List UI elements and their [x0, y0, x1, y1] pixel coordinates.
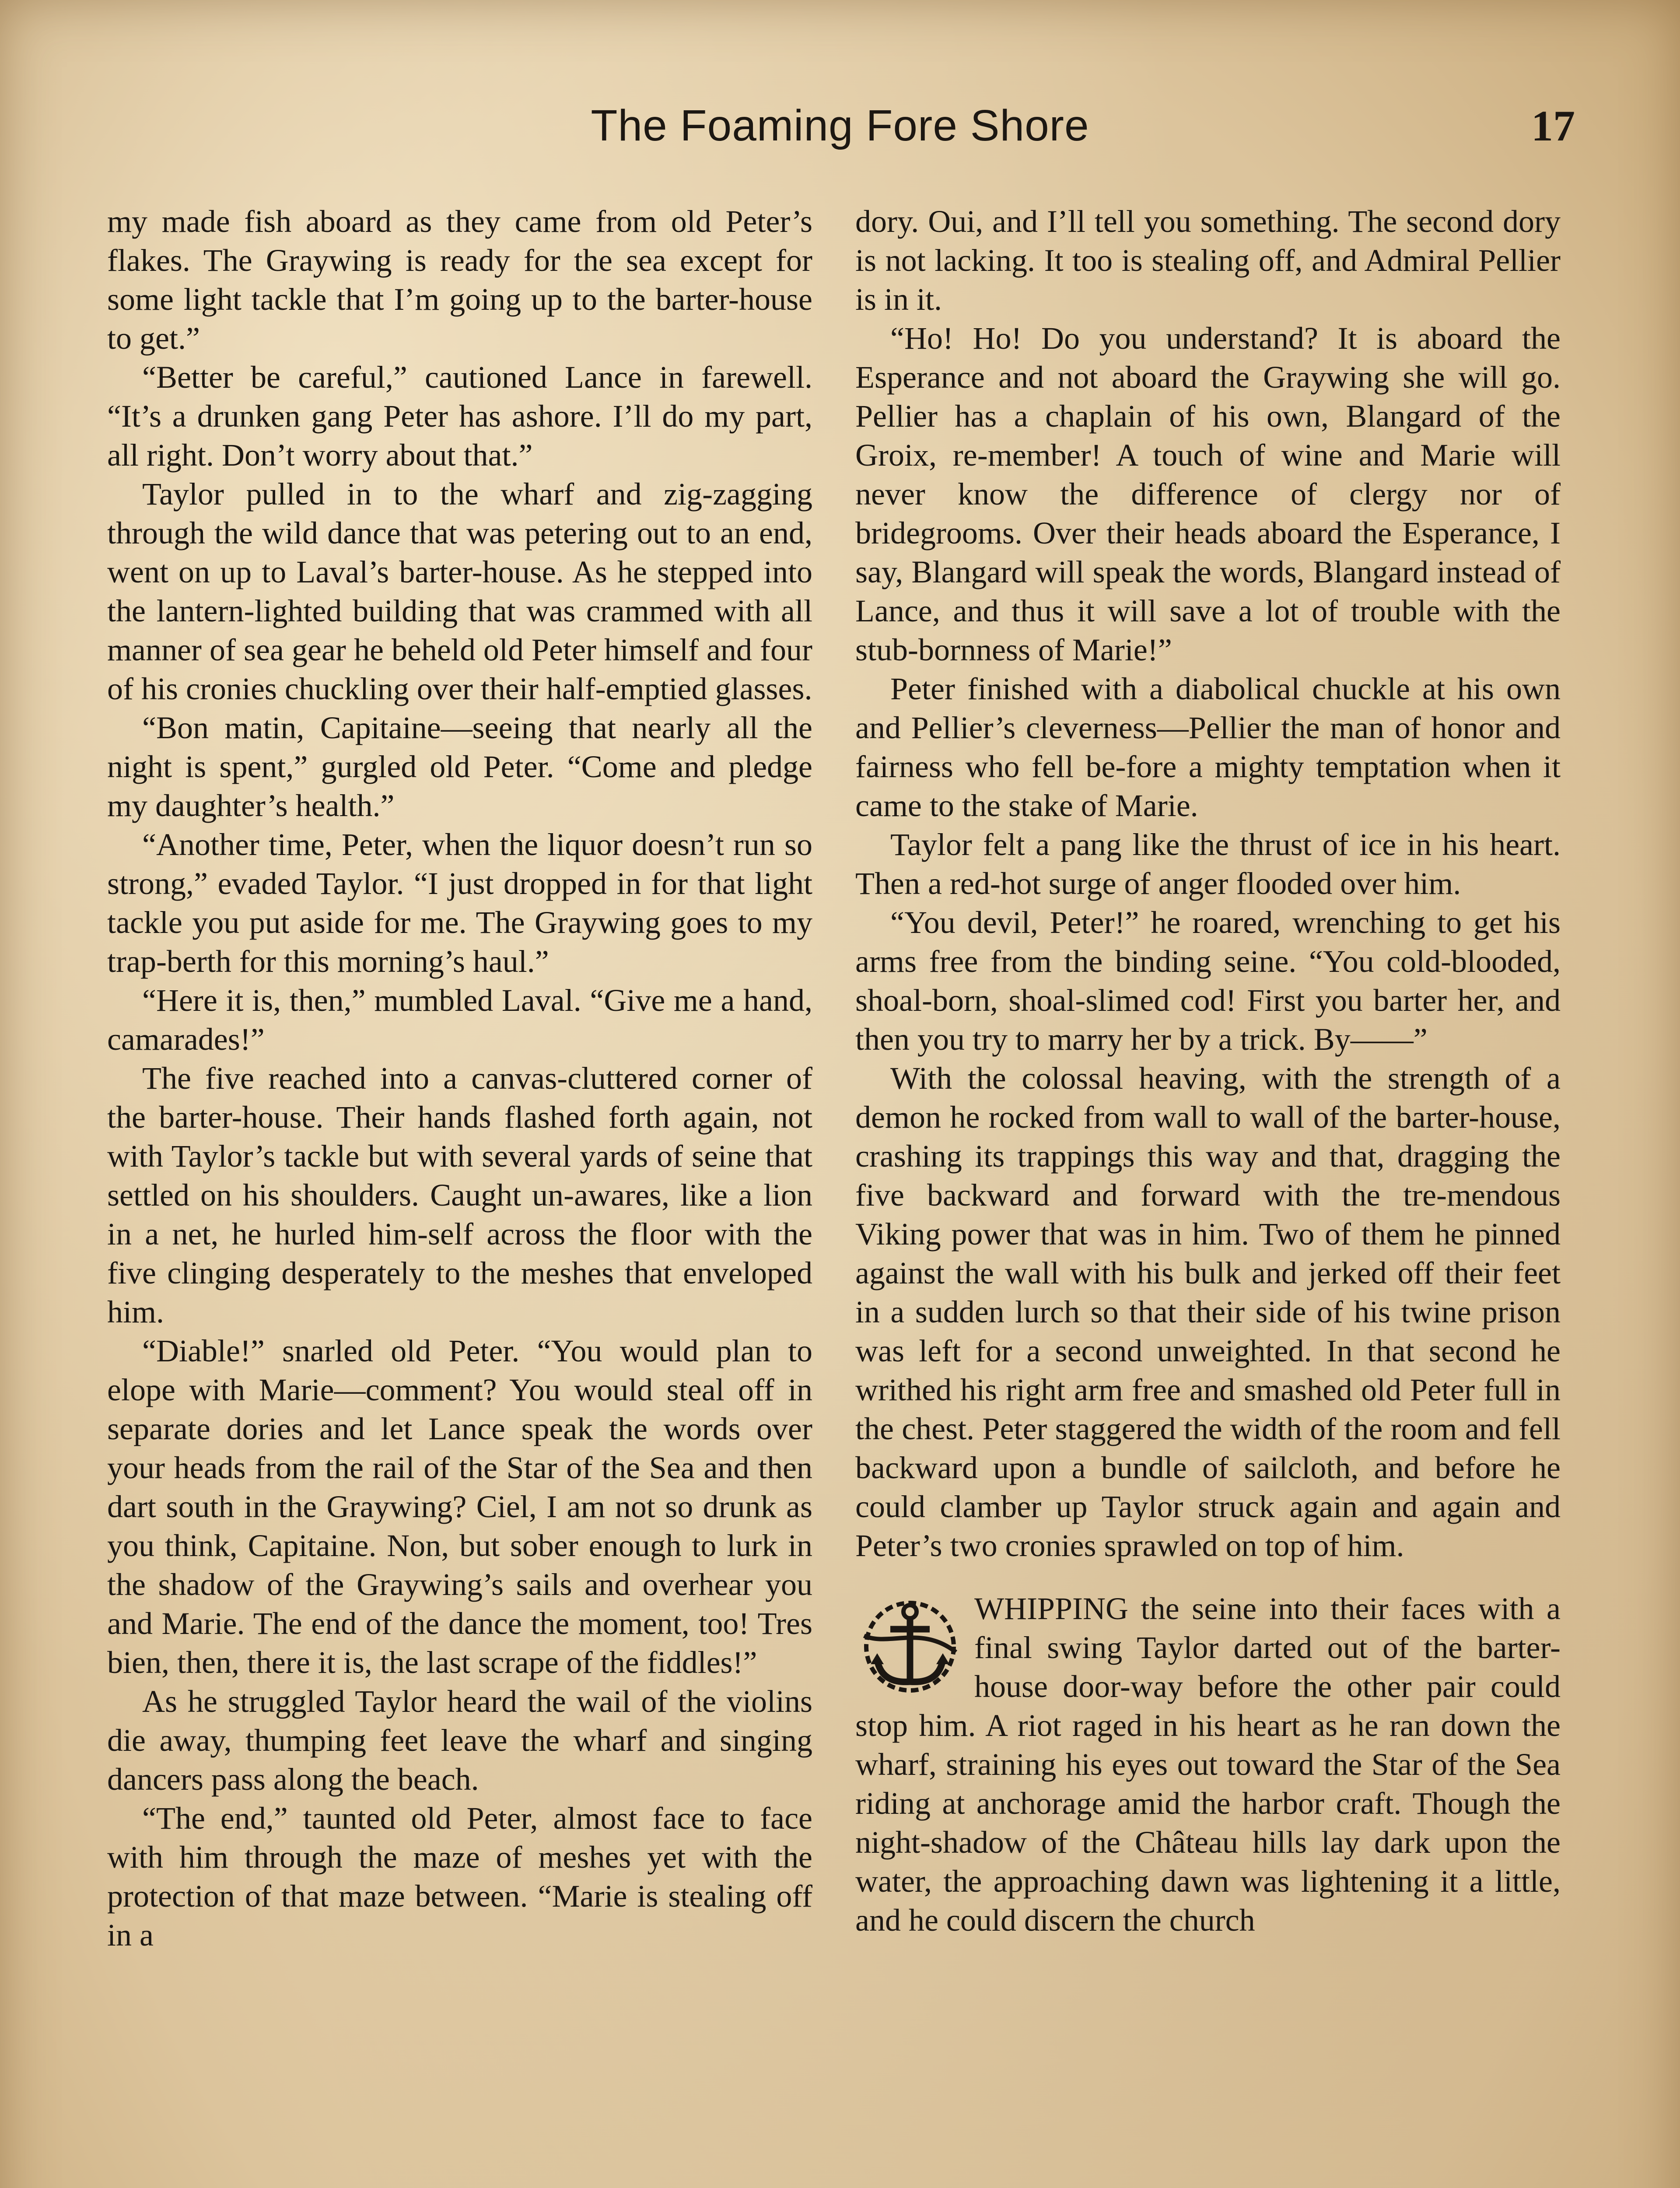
- paragraph: Taylor pulled in to the wharf and zig-zagging through the wild dance that was petering out to an end, went on up to Laval’s barter-house. As he stepped into the lantern-lighted building that was crammed with all manner of sea gear he beheld old Peter himself and four of his cronies chuckling over their half-emptied glasses.: [107, 477, 812, 706]
- paragraph: my made fish aboard as they came from old Peter’s flakes. The Graywing is ready for the sea except for some light tackle that I’m going up to the barter-house to get.”: [107, 204, 812, 356]
- paragraph: “Bon matin, Capitaine—seeing that nearly all the night is spent,” gurgled old Peter. “Come and pledge my daughter’s health.”: [107, 710, 812, 823]
- paragraph: Taylor felt a pang like the thrust of ice in his heart. Then a red-hot surge of anger flooded over him.: [855, 827, 1561, 901]
- anchor-icon: [855, 1592, 965, 1701]
- left-column: [107, 202, 812, 1955]
- paragraph: As he struggled Taylor heard the wail of the violins die away, thumping feet leave the wharf and singing dancers pass along the beach.: [107, 1684, 812, 1797]
- paragraph: “Here it is, then,” mumbled Laval. “Give me a hand, camarades!”: [107, 983, 812, 1057]
- paragraph: With the colossal heaving, with the strength of a demon he rocked from wall to wall of the barter-house, crashing its trappings this way and that, dragging the five backward and forward with the tre-mendous Viking power that was in him. Two of them he pinned against the wall with his bulk and jerked off their feet in a sudden lurch so that their side of his twine prison was left for a second unweighted. In that second he writhed his right arm free and smashed old Peter full in the chest. Peter staggered the width of the room and fell backward upon a bundle of sailcloth, and before he could clamber up Taylor struck again and again and Peter’s two cronies sprawled on top of him.: [855, 1061, 1561, 1563]
- section-paragraph: WHIPPING the seine into their faces with a final swing Taylor darted out of the barter-house door-way before the other pair could stop him. A riot raged in his heart as he ran down the wharf, straining his eyes out toward the Star of the Sea riding at anchorage amid the harbor craft. Though the night-shadow of the Château hills lay dark upon the water, the approaching dawn was lightening it a little, and he could discern the church: [855, 1591, 1561, 1938]
- paragraph: “Another time, Peter, when the liquor doesn’t run so strong,” evaded Taylor. “I just dropped in for that light tackle you put aside for me. The Graywing goes to my trap-berth for this morning’s haul.”: [107, 827, 812, 979]
- paragraph: “You devil, Peter!” he roared, wrenching to get his arms free from the binding seine. “You cold-blooded, shoal-born, shoal-slimed cod! First you barter her, and then you try to marry her by a trick. By——”: [855, 905, 1561, 1057]
- paragraph: “Better be careful,” cautioned Lance in farewell. “It’s a drunken gang Peter has ashore. I’ll do my part, all right. Don’t worry about that.”: [107, 360, 812, 473]
- page-number: 17: [1531, 102, 1575, 150]
- paragraph: dory. Oui, and I’ll tell you something. The second dory is not lacking. It too is stealing off, and Admiral Pellier is in it.: [855, 204, 1561, 317]
- paragraph: “Ho! Ho! Do you understand? It is aboard the Esperance and not aboard the Graywing she will go. Pellier has a chaplain of his own, Blangard of the Groix, re-member! A touch of wine and Marie will never know the difference of clergy nor of bridegrooms. Over their heads aboard the Esperance, I say, Blangard will speak the words, Blangard instead of Lance, and thus it will save a lot of trouble with the stub-bornness of Marie!”: [855, 321, 1561, 667]
- page-header: [105, 101, 1575, 162]
- paragraph: Peter finished with a diabolical chuckle at his own and Pellier’s cleverness—Pellier the man of honor and fairness who fell be-fore a mighty temptation when it came to the stake of Marie.: [855, 671, 1561, 823]
- paragraph: “Diable!” snarled old Peter. “You would plan to elope with Marie—comment? You would steal off in separate dories and let Lance speak the words over your heads from the rail of the Star of the Sea and then dart south in the Graywing? Ciel, I am not so drunk as you think, Capitaine. Non, but sober enough to lurk in the shadow of the Graywing’s sails and overhear you and Marie. The end of the dance the moment, too! Tres bien, then, there it is, the last scrape of the fiddles!”: [107, 1333, 812, 1680]
- right-column: [855, 202, 1561, 1940]
- paragraph: “The end,” taunted old Peter, almost face to face with him through the maze of meshes yet with the protection of that maze between. “Marie is stealing off in a: [107, 1801, 812, 1953]
- paragraph: The five reached into a canvas-cluttered corner of the barter-house. Their hands flashed forth again, not with Taylor’s tackle but with several yards of seine that settled on his shoulders. Caught un-awares, like a lion in a net, he hurled him-self across the floor with the five clinging desperately to the meshes that enveloped him.: [107, 1061, 812, 1329]
- running-head: The Foaming Fore Shore: [591, 101, 1089, 150]
- section-break: [855, 1589, 1561, 1940]
